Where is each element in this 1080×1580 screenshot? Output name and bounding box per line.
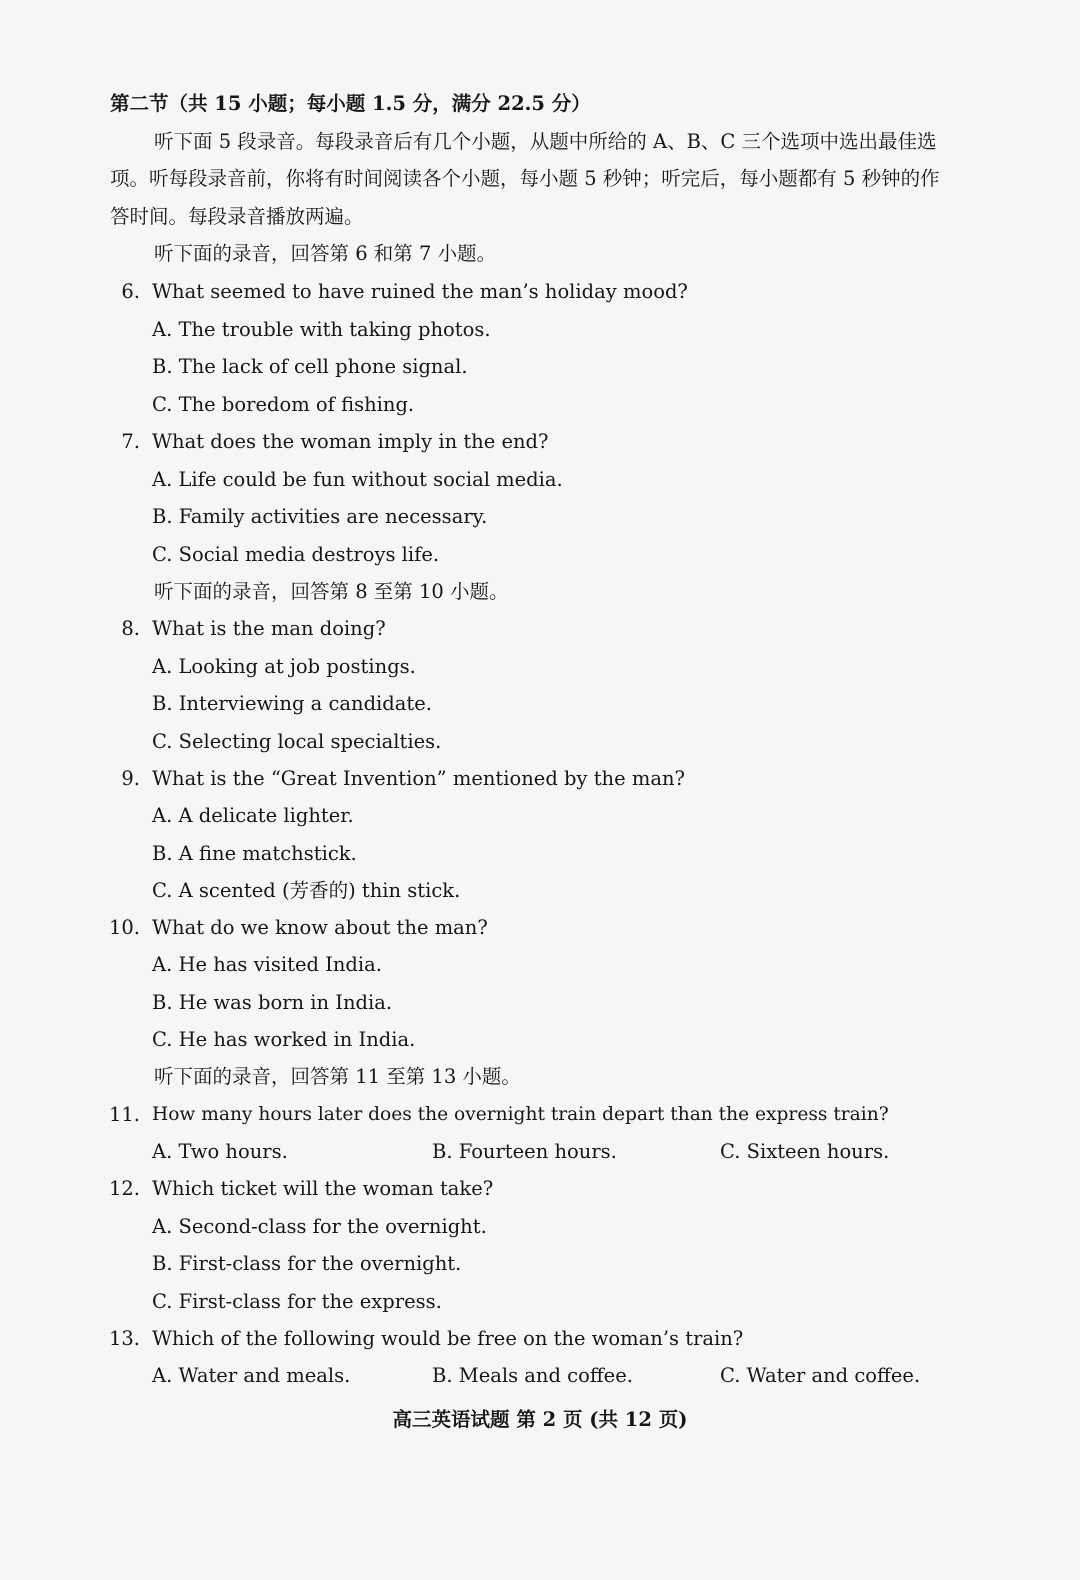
option-a: A. Second-class for the overnight. <box>152 1215 487 1238</box>
option-a: A. The trouble with taking photos. <box>152 318 491 341</box>
question-number: 12. <box>108 1177 140 1200</box>
question-number: 8. <box>121 617 140 640</box>
question-text: What seemed to have ruined the man’s holiday mood? <box>152 280 688 303</box>
question-text: How many hours later does the overnight train depart than the express train? <box>152 1104 889 1125</box>
option-c: C. Sixteen hours. <box>720 1140 890 1163</box>
section-title: 第二节（共 15 小题；每小题 1.5 分，满分 22.5 分） <box>110 92 591 115</box>
instructions-line-3: 答时间。每段录音播放两遍。 <box>110 205 364 228</box>
option-b: B. Interviewing a candidate. <box>152 692 432 715</box>
option-c: C. Water and coffee. <box>720 1364 921 1387</box>
instructions-line-2: 项。听每段录音前，你将有时间阅读各个小题，每小题 5 秒钟；听完后，每小题都有 5 秒钟的作 <box>110 167 940 190</box>
option-a: A. He has visited India. <box>152 953 382 976</box>
option-c: C. Selecting local specialties. <box>152 730 442 753</box>
option-c: C. A scented (芳香的) thin stick. <box>152 879 461 902</box>
option-a: A. A delicate lighter. <box>152 804 354 827</box>
group-instruction-3: 听下面的录音，回答第 11 至第 13 小题。 <box>154 1065 521 1088</box>
option-b: B. Fourteen hours. <box>432 1140 617 1163</box>
group-instruction-2: 听下面的录音，回答第 8 至第 10 小题。 <box>154 580 509 603</box>
page-footer: 高三英语试题 第 2 页 (共 12 页) <box>392 1408 688 1431</box>
question-text: What is the man doing? <box>152 617 386 640</box>
question-text: What does the woman imply in the end? <box>152 430 549 453</box>
option-b: B. First-class for the overnight. <box>152 1252 462 1275</box>
option-b: B. A fine matchstick. <box>152 842 357 865</box>
question-number: 6. <box>121 280 140 303</box>
question-number: 9. <box>121 767 140 790</box>
option-c: C. First-class for the express. <box>152 1290 442 1313</box>
option-a: A. Two hours. <box>152 1140 288 1163</box>
option-b: B. The lack of cell phone signal. <box>152 355 468 378</box>
question-number: 11. <box>108 1103 140 1126</box>
option-b: B. Meals and coffee. <box>432 1364 633 1387</box>
option-a: A. Water and meals. <box>152 1364 351 1387</box>
question-text: Which of the following would be free on the woman’s train? <box>152 1327 744 1350</box>
question-text: What is the “Great Invention” mentioned by the man? <box>152 767 685 790</box>
group-instruction-1: 听下面的录音，回答第 6 和第 7 小题。 <box>154 242 497 265</box>
option-c: C. The boredom of fishing. <box>152 393 415 416</box>
question-text: What do we know about the man? <box>152 916 488 939</box>
question-number: 10. <box>108 916 140 939</box>
question-text: Which ticket will the woman take? <box>152 1177 494 1200</box>
option-a: A. Looking at job postings. <box>152 655 416 678</box>
option-a: A. Life could be fun without social media. <box>152 468 563 491</box>
question-number: 7. <box>121 430 140 453</box>
option-b: B. He was born in India. <box>152 991 393 1014</box>
question-number: 13. <box>108 1327 140 1350</box>
option-c: C. He has worked in India. <box>152 1028 416 1051</box>
option-c: C. Social media destroys life. <box>152 543 440 566</box>
instructions-line-1: 听下面 5 段录音。每段录音后有几个小题，从题中所给的 A、B、C 三个选项中选出最佳选 <box>154 130 937 153</box>
option-b: B. Family activities are necessary. <box>152 505 488 528</box>
